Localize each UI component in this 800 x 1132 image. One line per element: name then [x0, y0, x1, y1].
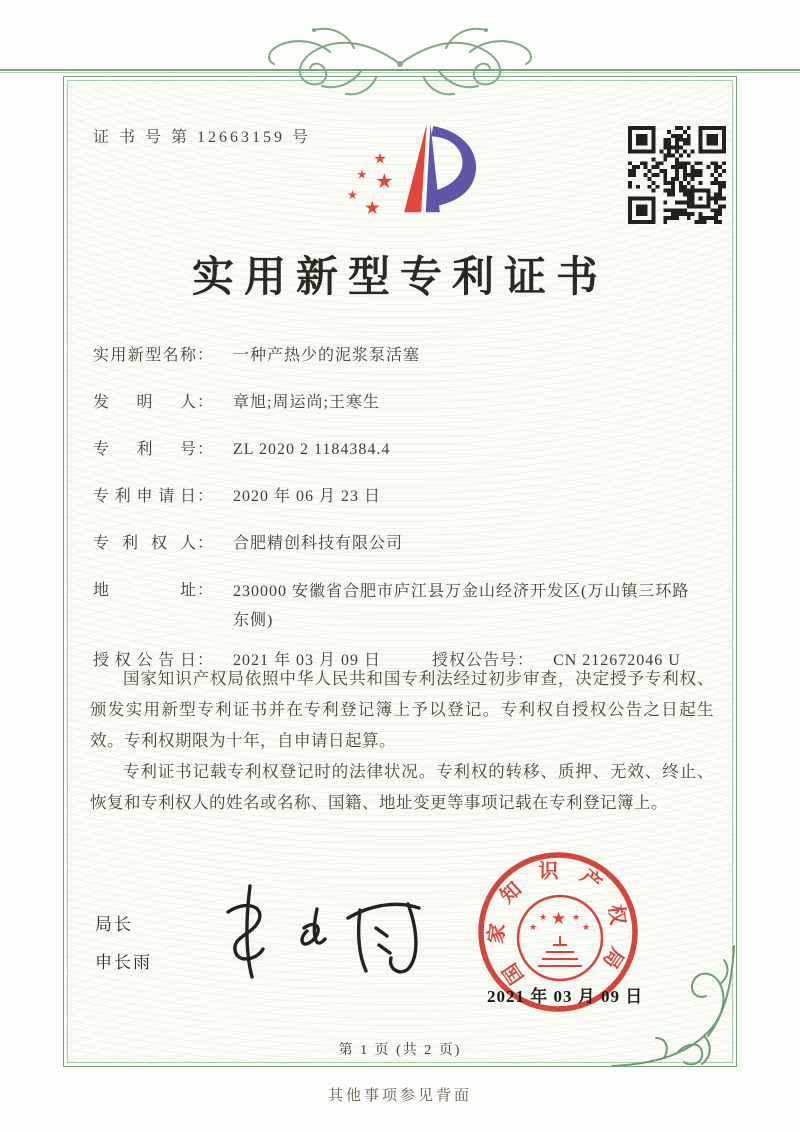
label-colon: ： [197, 441, 215, 458]
svg-text:★: ★ [363, 198, 381, 220]
field-row-filing-date [93, 483, 718, 510]
field-value: 合肥精创科技有限公司 [233, 535, 404, 552]
top-border-line-light [0, 72, 800, 73]
legal-paragraph-2: 专利证书记载专利权登记时的法律状况。专利权的转移、质押、无效、终止、恢复和专利权人的姓名或名称、国籍、地址变更等事项记载在专利登记簿上。 [90, 762, 714, 812]
label-colon: ： [197, 535, 215, 552]
field-value: ZL 2020 2 1184384.4 [233, 441, 391, 458]
field-row-name [93, 342, 718, 369]
qr-code [628, 126, 726, 224]
field-label: 专利申请日 [93, 488, 197, 505]
officer-title: 局长 [95, 915, 133, 934]
legal-text [90, 663, 714, 818]
svg-text:★: ★ [582, 923, 591, 933]
certificate-number: 证 书 号 第 12663159 号 [93, 129, 312, 146]
label-colon: ： [197, 394, 215, 411]
director-signature [212, 876, 442, 988]
certificate-title: 实用新型专利证书 [191, 255, 608, 301]
field-value: CN 212672046 U [553, 652, 681, 669]
field-label: 专利权人 [93, 535, 197, 552]
field-label: 专利号 [93, 441, 197, 458]
field-value: 230000 安徽省合肥市庐江县万金山经济开发区(万山镇三环路东侧) [233, 583, 690, 629]
cnipa-logo [332, 106, 482, 234]
svg-text:★: ★ [539, 913, 548, 923]
svg-text:★: ★ [529, 923, 538, 933]
svg-text:★: ★ [373, 149, 387, 168]
field-value: 一种产热少的泥浆泵活塞 [233, 347, 421, 364]
national-emblem-icon [518, 896, 602, 980]
seal-text: 国家知识产权局 [485, 860, 631, 988]
field-list [93, 342, 718, 694]
label-colon: ： [197, 582, 215, 599]
svg-text:★: ★ [347, 188, 358, 203]
svg-text:★: ★ [356, 167, 368, 182]
field-row-address [93, 577, 718, 635]
field-label: 实用新型名称 [93, 347, 197, 364]
field-row-inventor [93, 389, 718, 416]
seal-date: 2021 年 03 月 09 日 [487, 987, 644, 1006]
field-row-patentee [93, 530, 718, 557]
label-colon: ： [517, 652, 535, 669]
field-label: 发明人 [93, 394, 197, 411]
svg-text:★: ★ [551, 909, 567, 929]
field-label: 地址 [93, 582, 197, 599]
field-label: 授权公告号 [432, 652, 518, 669]
label-colon: ： [197, 347, 215, 364]
field-value: 章旭;周运尚;王寒生 [233, 394, 380, 411]
field-value: 2020 年 06 月 23 日 [233, 488, 382, 505]
officer-block [95, 906, 152, 982]
back-note: 其他事项参见背面 [327, 1088, 472, 1104]
field-row-patent-no [93, 436, 718, 463]
svg-text:★: ★ [375, 168, 394, 193]
label-colon: ： [197, 488, 215, 505]
label-colon: ： [197, 652, 215, 669]
field-label: 授权公告日 [93, 652, 197, 669]
page-indicator: 第 1 页 (共 2 页) [338, 1043, 462, 1058]
top-border-line [0, 69, 800, 71]
officer-name: 申长雨 [95, 953, 152, 972]
svg-text:★: ★ [572, 913, 581, 923]
legal-paragraph-1: 国家知识产权局依照中华人民共和国专利法经过初步审查，决定授予专利权、颁发实用新型专利证书并在专利登记簿上予以登记。专利权自授权公告之日起生效。专利权期限为十年，自申请日起算。 [90, 669, 714, 750]
field-value: 2021 年 03 月 09 日 [233, 652, 382, 669]
